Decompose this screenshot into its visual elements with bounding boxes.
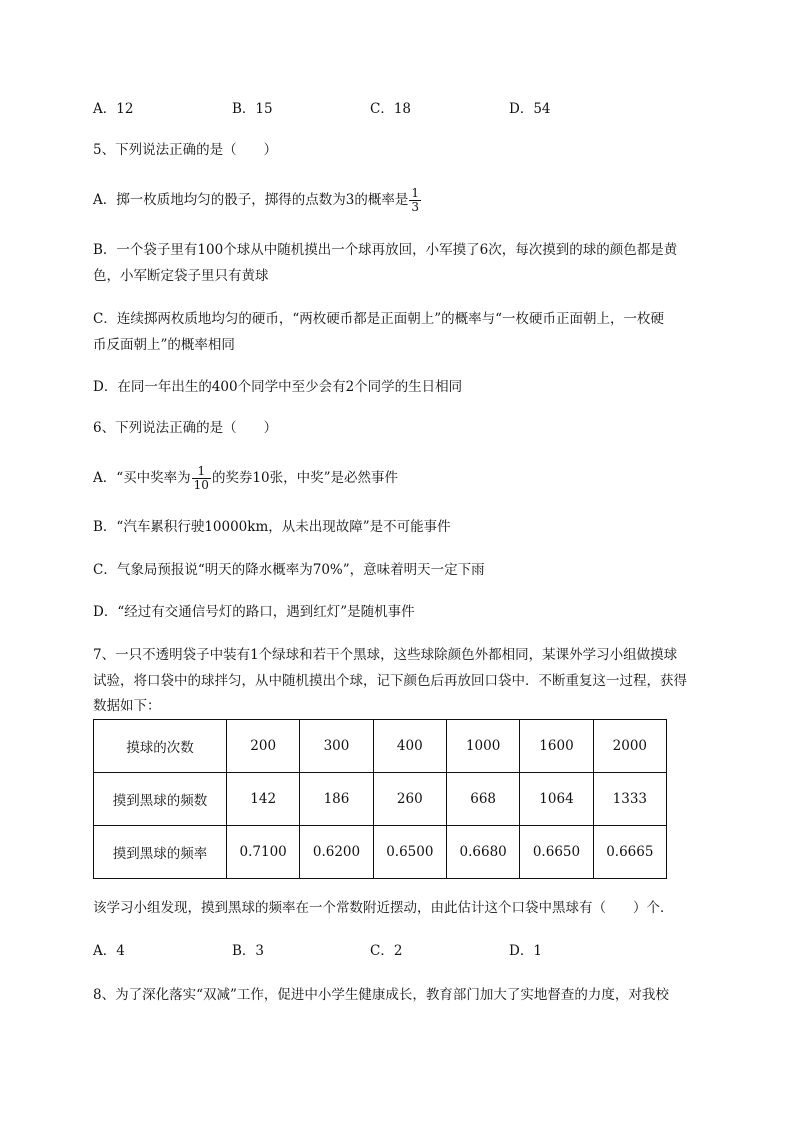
fraction-denominator: 10: [193, 478, 209, 492]
table-cell: 0.6665: [593, 826, 666, 879]
q5-option-d: D．在同一年出生的400个同学中至少会有2个同学的生日相同: [93, 379, 463, 395]
q7-option-b: B．3: [232, 943, 265, 959]
q7-line2: 试验，将口袋中的球拌匀，从中随机摸出个球，记下颜色后再放回口袋中．不断重复这一过程，获得: [93, 673, 687, 689]
q8-line1: 8、为了深化落实“双减”工作，促进中小学生健康成长，教育部门加大了实地督查的力度，对我校: [93, 987, 669, 1003]
q7-conclusion: 该学习小组发现，摸到黑球的频率在一个常数附近摆动，由此估计这个口袋中黑球有（ ）个．: [93, 900, 674, 916]
q5-stem: 5、下列说法正确的是（ ）: [93, 142, 278, 158]
table-cell: 0.6500: [373, 826, 446, 879]
table-cell: 0.7100: [227, 826, 300, 879]
table-cell: 1333: [593, 773, 666, 826]
table-row-label: 摸到黑球的频数: [94, 773, 227, 826]
table-row: [94, 720, 667, 773]
q7-option-d: D．1: [509, 943, 542, 959]
table-row-label: 摸到黑球的频率: [94, 826, 227, 879]
table-cell: 0.6200: [300, 826, 373, 879]
q7-option-a: A．4: [93, 943, 125, 959]
table-row: [94, 826, 667, 879]
table-cell: 142: [227, 773, 300, 826]
q4-option-a: A．12: [93, 101, 134, 117]
table-cell: 0.6650: [520, 826, 593, 879]
table-cell: 300: [300, 720, 373, 773]
table-cell: 668: [446, 773, 519, 826]
q4-option-d: D．54: [509, 101, 551, 117]
q5-option-a-text: A．掷一枚质地均匀的骰子，掷得的点数为3的概率是: [93, 192, 409, 208]
q5-option-c-line1: C．连续掷两枚质地均匀的硬币，“两枚硬币都是正面朝上”的概率与“一枚硬币正面朝上，一枚硬: [93, 311, 665, 327]
table-cell: 0.6680: [446, 826, 519, 879]
table-row-label: 摸球的次数: [94, 720, 227, 773]
q5-option-b-line1: B．一个袋子里有100个球从中随机摸出一个球再放回，小军摸了6次，每次摸到的球的颜色都是黄: [93, 242, 678, 258]
table-cell: 186: [300, 773, 373, 826]
q4-option-c: C．18: [370, 101, 412, 117]
q6-option-a: [93, 461, 398, 495]
fraction-numerator: 1: [411, 186, 419, 200]
q6-option-a-fraction: [192, 465, 211, 492]
q7-option-c: C．2: [370, 943, 403, 959]
q7-line3: 数据如下：: [93, 698, 161, 714]
q6-option-a-post: 的奖券10张，中奖”是必然事件: [211, 470, 399, 486]
q6-option-c: C．气象局预报说“明天的降水概率为70%”，意味着明天一定下雨: [93, 562, 485, 578]
table-cell: 2000: [593, 720, 666, 773]
table-cell: 1000: [446, 720, 519, 773]
fraction-numerator: 1: [192, 465, 211, 479]
q5-option-a-fraction: [409, 187, 421, 214]
q7-data-table: [93, 719, 667, 879]
fraction-denominator: 3: [411, 200, 419, 214]
q6-option-d: D．“经过有交通信号灯的路口，遇到红灯”是随机事件: [93, 604, 415, 620]
q4-option-b: B．15: [232, 101, 273, 117]
table-cell: 1600: [520, 720, 593, 773]
q6-option-a-pre: A．“买中奖率为: [93, 470, 191, 486]
table-cell: 200: [227, 720, 300, 773]
q5-option-b-line2: 色，小军断定袋子里只有黄球: [93, 268, 269, 284]
table-row: [94, 773, 667, 826]
q7-line1: 7、一只不透明袋子中装有1个绿球和若干个黑球，这些球除颜色外都相同，某课外学习小组做摸球: [93, 647, 678, 663]
q5-option-a: [93, 184, 422, 216]
table-cell: 1064: [520, 773, 593, 826]
table-cell: 260: [373, 773, 446, 826]
table-cell: 400: [373, 720, 446, 773]
q5-option-c-line2: 币反面朝上”的概率相同: [93, 337, 235, 353]
q6-stem: 6、下列说法正确的是（ ）: [93, 420, 278, 436]
q6-option-b: B．“汽车累积行驶10000km，从未出现故障”是不可能事件: [93, 519, 451, 535]
